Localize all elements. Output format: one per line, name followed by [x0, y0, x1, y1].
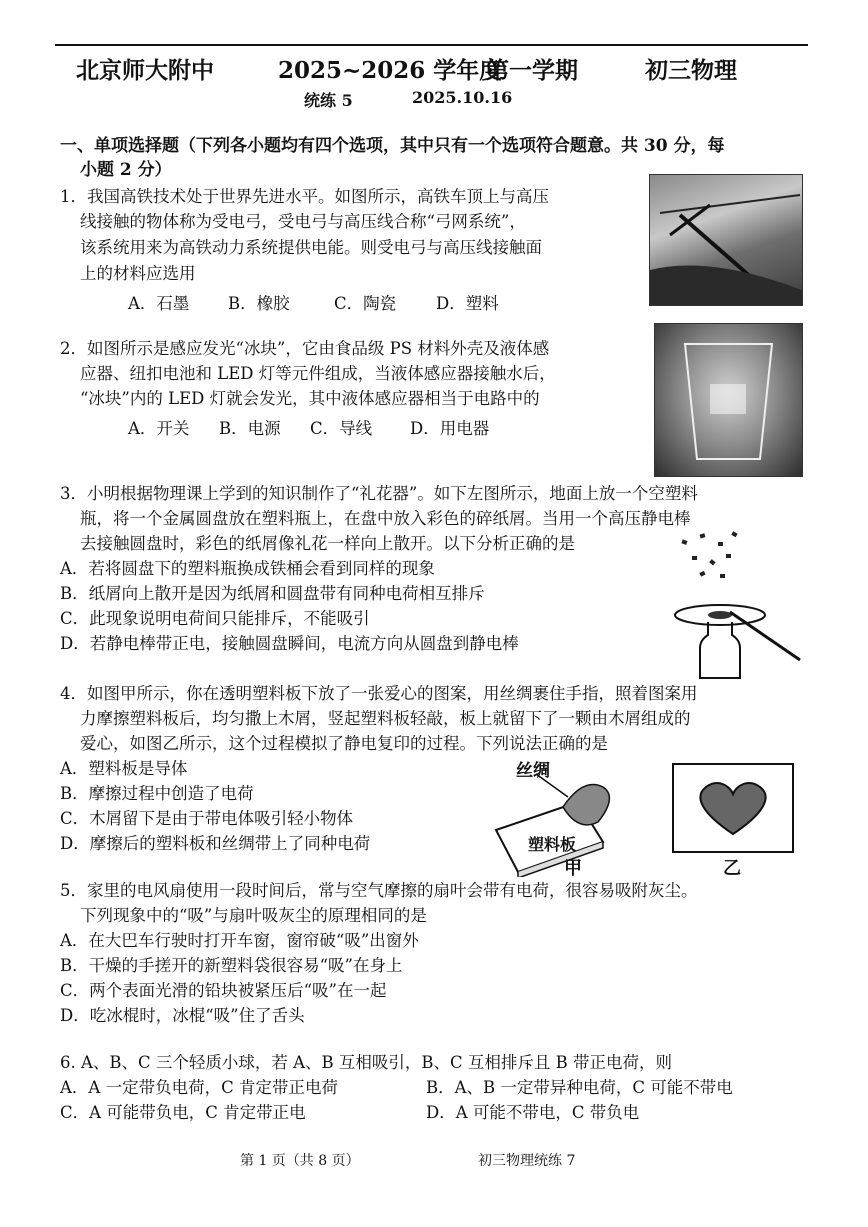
- option-a[interactable]: A．若将圆盘下的塑料瓶换成铁桶会看到同样的现象: [60, 559, 435, 578]
- question-text: 下列现象中的“吸”与扇叶吸灰尘的原理相同的是: [80, 906, 427, 925]
- question-text: 线接触的物体称为受电弓，受电弓与高压线合称“弓网系统”，: [80, 212, 526, 231]
- option-b[interactable]: B．橡胶: [228, 294, 290, 313]
- confetti-device-figure: [670, 530, 810, 680]
- question-text: “冰块”内的 LED 灯就会发光，其中液体感应器相当于电路中的: [80, 389, 540, 408]
- exam-date: 2025.10.16: [412, 88, 513, 107]
- option-c[interactable]: C．木屑留下是由于带电体吸引轻小物体: [60, 809, 354, 828]
- option-a[interactable]: A．A 一定带负电荷，C 肯定带正电荷: [60, 1078, 338, 1097]
- figure-jia-yi: [488, 752, 808, 877]
- option-a[interactable]: A．石墨: [128, 294, 190, 313]
- pantograph-photo: [649, 174, 803, 306]
- option-a[interactable]: A．开关: [128, 419, 190, 438]
- option-d[interactable]: D．塑料: [436, 294, 499, 313]
- option-d[interactable]: D．吃冰棍时，冰棍“吸”住了舌头: [60, 1006, 305, 1025]
- option-b[interactable]: B．A、B 一定带异种电荷，C 可能不带电: [426, 1078, 733, 1097]
- option-a[interactable]: A．在大巴车行驶时打开车窗，窗帘破“吸”出窗外: [60, 931, 419, 950]
- page-number: 第 1 页（共 8 页）: [240, 1153, 360, 1169]
- school-year: 2025~2026 学年度: [278, 57, 503, 84]
- exam-name: 统练 5: [304, 91, 353, 110]
- page-title: [0, 52, 868, 86]
- term: 第一学期: [486, 57, 578, 84]
- option-c[interactable]: C．两个表面光滑的铅块被紧压后“吸”在一起: [60, 981, 387, 1000]
- question-text: 爱心，如图乙所示，这个过程模拟了静电复印的过程。下列说法正确的是: [80, 734, 608, 753]
- plate-label: 塑料板: [528, 835, 577, 854]
- section-heading: 一、单项选择题（下列各小题均有四个选项，其中只有一个选项符合题意。共 30 分，每: [60, 136, 725, 156]
- option-b[interactable]: B．摩擦过程中创造了电荷: [60, 784, 254, 803]
- option-d[interactable]: D．A 可能不带电，C 带负电: [426, 1103, 640, 1122]
- question-text: 应器、纽扣电池和 LED 灯等元件组成，当液体感应器接触水后，: [80, 364, 556, 383]
- ice-cube-photo: [654, 323, 803, 477]
- figure-yi-label: 乙: [723, 858, 741, 879]
- option-b[interactable]: B．纸屑向上散开是因为纸屑和圆盘带有同种电荷相互排斥: [60, 584, 485, 603]
- option-b[interactable]: B．干燥的手搓开的新塑料袋很容易“吸”在身上: [60, 956, 403, 975]
- option-c[interactable]: C．陶瓷: [334, 294, 397, 313]
- question-text: 去接触圆盘时，彩色的纸屑像礼花一样向上散开。以下分析正确的是: [80, 534, 575, 553]
- silk-label: 丝绸: [516, 761, 550, 781]
- question-text: 瓶，将一个金属圆盘放在塑料瓶上，在盘中放入彩色的碎纸屑。当用一个高压静电棒: [80, 509, 691, 528]
- header-rule: [55, 44, 808, 46]
- option-d[interactable]: D．若静电棒带正电，接触圆盘瞬间，电流方向从圆盘到静电棒: [60, 634, 519, 653]
- subtitle: [0, 88, 868, 110]
- subject: 初三物理: [645, 57, 737, 84]
- figure-jia-label: 甲: [564, 858, 582, 879]
- question-text: 力摩擦塑料板后，均匀撒上木屑，竖起塑料板轻敲，板上就留下了一颗由木屑组成的: [80, 709, 691, 728]
- glass-icon: [655, 324, 802, 476]
- footer-label: 初三物理统练 7: [478, 1153, 576, 1169]
- option-d[interactable]: D．摩擦后的塑料板和丝绸带上了同种电荷: [60, 834, 371, 853]
- option-c[interactable]: C．导线: [310, 419, 373, 438]
- question-text: 1．我国高铁技术处于世界先进水平。如图所示，高铁车顶上与高压: [60, 187, 549, 206]
- option-a[interactable]: A．塑料板是导体: [60, 759, 188, 778]
- option-d[interactable]: D．用电器: [410, 419, 490, 438]
- question-text: 2．如图所示是感应发光“冰块”，它由食品级 PS 材料外壳及液体感: [60, 339, 550, 358]
- question-text: 6. A、B、C 三个轻质小球，若 A、B 互相吸引，B、C 互相排斥且 B 带正电荷，则: [60, 1053, 673, 1072]
- question-text: 该系统用来为高铁动力系统提供电能。则受电弓与高压线接触面: [80, 238, 542, 257]
- option-c[interactable]: C．A 可能带负电，C 肯定带正电: [60, 1103, 306, 1122]
- question-text: 3．小明根据物理课上学到的知识制作了“礼花器”。如下左图所示，地面上放一个空塑料: [60, 484, 698, 503]
- option-c[interactable]: C．此现象说明电荷间只能排斥，不能吸引: [60, 609, 370, 628]
- school-name: 北京师大附中: [76, 57, 214, 84]
- pantograph-icon: [650, 175, 802, 305]
- option-b[interactable]: B．电源: [219, 419, 281, 438]
- question-text: 5．家里的电风扇使用一段时间后，常与空气摩擦的扇叶会带有电荷，很容易吸附灰尘。: [60, 881, 698, 900]
- question-text: 上的材料应选用: [80, 264, 196, 283]
- section-heading-cont: 小题 2 分）: [80, 160, 172, 180]
- question-text: 4．如图甲所示，你在透明塑料板下放了一张爱心的图案，用丝绸裹住手指，照着图案用: [60, 684, 698, 703]
